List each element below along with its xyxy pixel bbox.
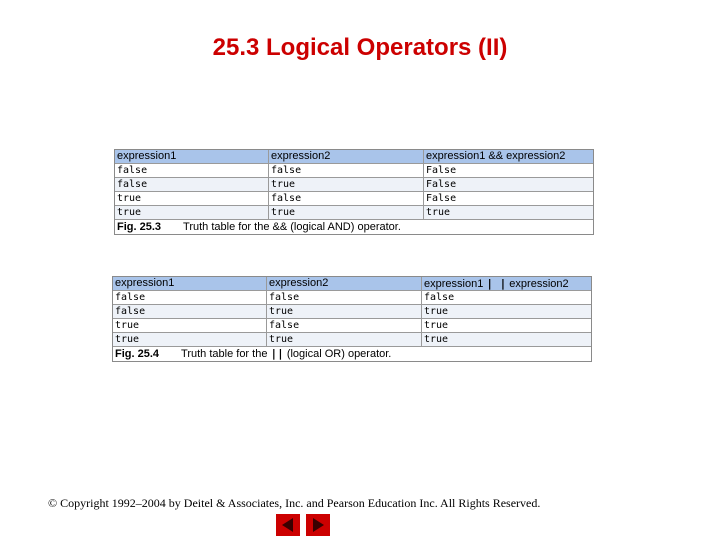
or-truth-table [112,276,592,362]
slide-title: 25.3 Logical Operators (II) [212,34,508,61]
or-operator: | | [486,277,507,290]
header-cell: expression1 [115,150,269,163]
and-truth-table [114,149,594,235]
header-cell: expression2 [269,150,424,163]
table-row [115,192,593,206]
figure-number: Fig. 25.4 [115,348,160,360]
table-cell: true [115,192,269,205]
table-cell: true [113,333,267,346]
caption-text: (logical OR) operator. [283,348,392,360]
caption-text: Truth table for the && (logical AND) operator. [183,221,401,233]
table-cell: true [115,206,269,219]
table-row [115,164,593,178]
table-header-row [115,150,593,164]
table-row [115,178,593,192]
table-cell: false [115,164,269,177]
previous-slide-button[interactable] [276,514,300,536]
table-cell: false [267,319,422,332]
table-cell: true [269,206,424,219]
table-cell: true [113,319,267,332]
table-cell: true [269,178,424,191]
caption-text: Truth table for the [181,348,271,360]
table-cell: false [267,291,422,304]
table-cell: false [424,292,455,303]
table-cell: true [267,305,422,318]
table-cell: true [424,306,449,317]
table-row [115,206,593,220]
table-cell: False [426,179,457,190]
table-row [113,319,591,333]
table-cell: false [113,291,267,304]
table-cell: False [426,165,457,176]
table-cell: false [269,192,424,205]
table-caption [115,220,593,234]
table-cell: False [426,193,457,204]
copyright-notice: © Copyright 1992–2004 by Deitel & Associates, Inc. and Pearson Education Inc. All Rights Reserved. [48,496,541,510]
header-text: expression1 [424,278,487,290]
table-caption [113,347,591,361]
table-cell: true [426,207,451,218]
table-row [113,333,591,347]
or-operator: || [270,347,284,360]
table-cell: false [269,164,424,177]
table-row [113,305,591,319]
header-cell: expression1 && expression2 [426,150,566,162]
figure-number: Fig. 25.3 [117,221,162,233]
table-row [113,291,591,305]
header-cell [422,277,591,290]
table-cell: true [267,333,422,346]
header-text: expression2 [506,278,569,290]
table-cell: true [424,334,449,345]
header-cell: expression2 [267,277,422,290]
table-header-row [113,277,591,291]
table-cell: true [424,320,449,331]
header-cell: expression1 [113,277,267,290]
next-slide-button[interactable] [306,514,330,536]
table-cell: false [115,178,269,191]
table-cell: false [113,305,267,318]
